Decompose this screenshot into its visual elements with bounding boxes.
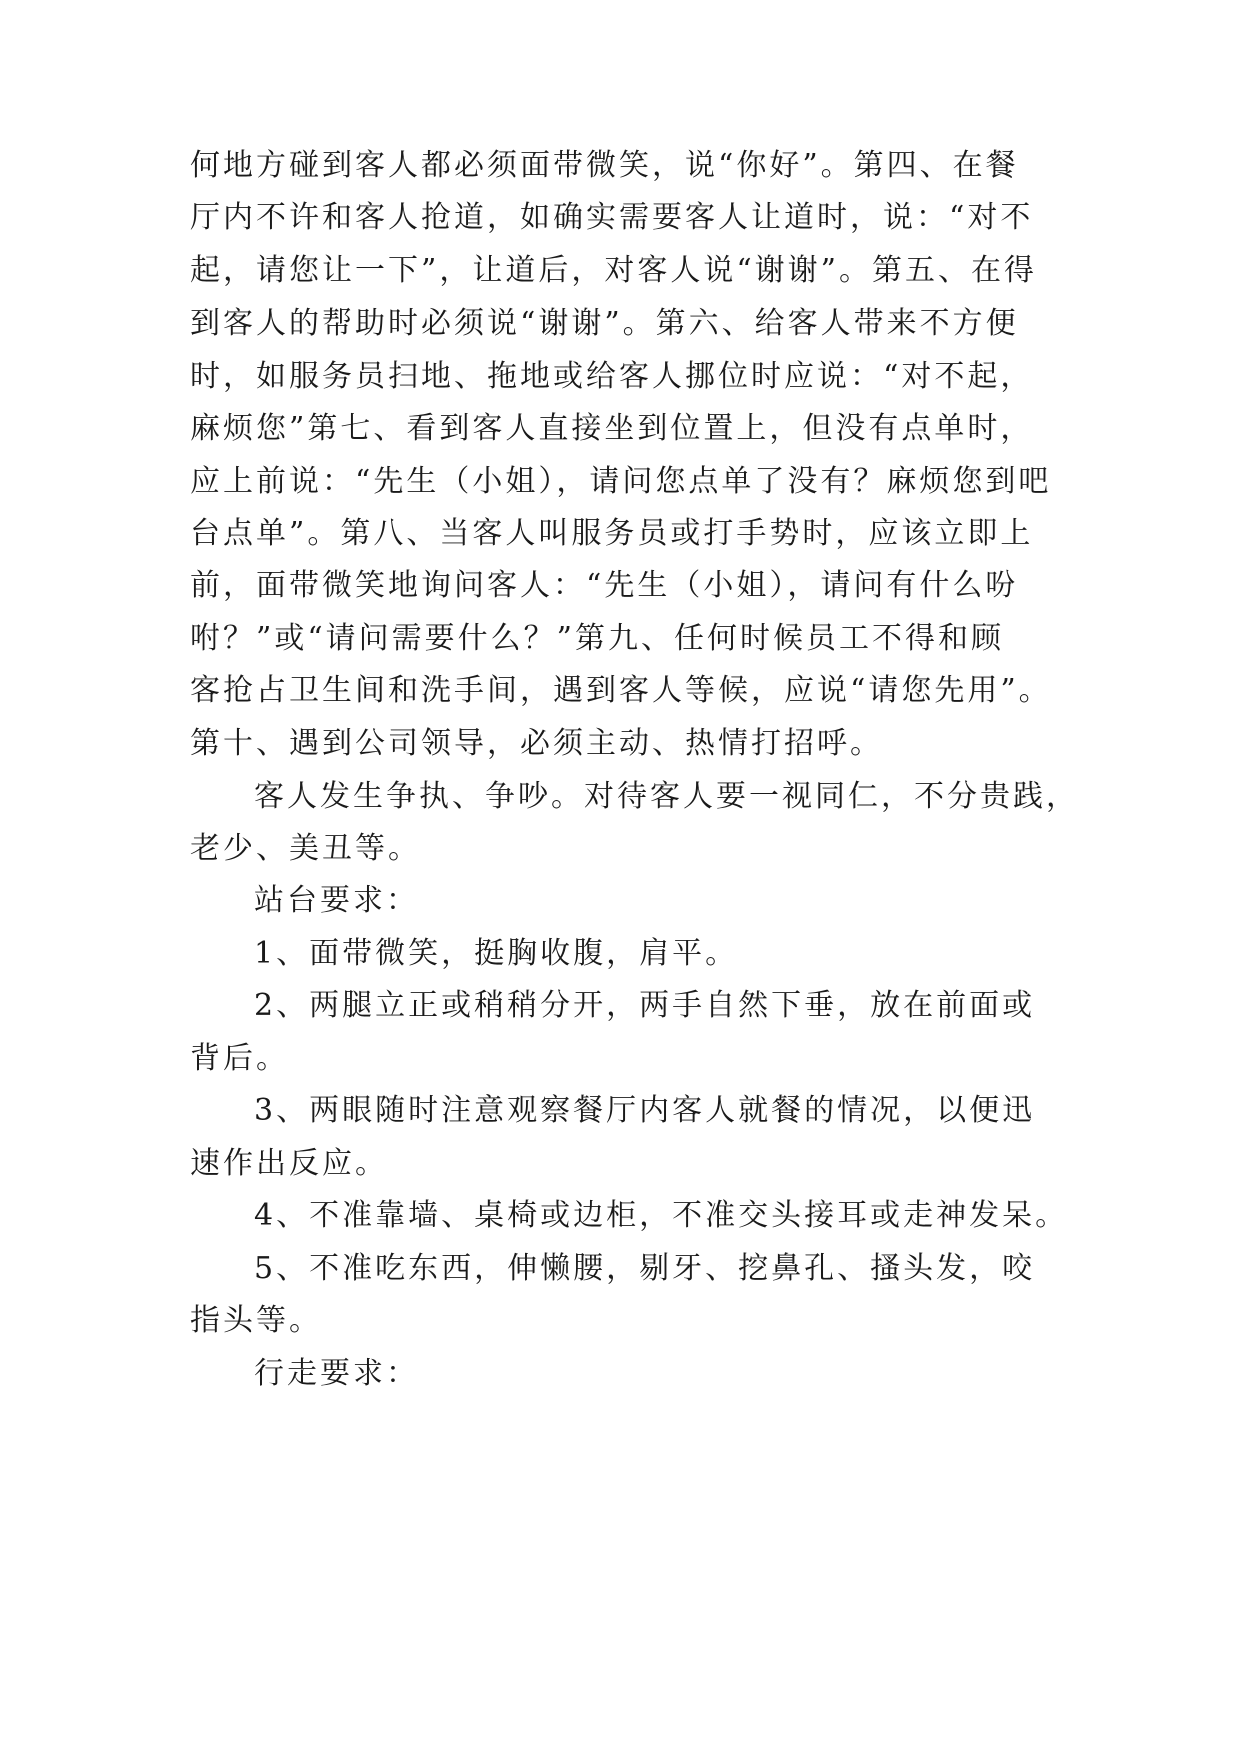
text-line: 速作出反应。: [190, 1146, 388, 1181]
text-line: 第十、遇到公司领导，必须主动、热情打招呼。: [190, 726, 883, 761]
text-line: 何地方碰到客人都必须面带微笑，说“你好”。第四、在餐: [190, 148, 1019, 183]
text-line: 时，如服务员扫地、拖地或给客人挪位时应说：“对不起，: [190, 359, 1034, 394]
list-item: 3、两眼随时注意观察餐厅内客人就餐的情况，以便迅: [254, 1093, 1036, 1128]
section-heading: 站台要求：: [254, 883, 419, 918]
text-line: 前，面带微笑地询问客人：“先生（小姐），请问有什么吩: [190, 568, 1019, 603]
text-line: 客抢占卫生间和洗手间，遇到客人等候，应说“请您先用”。: [190, 673, 1052, 708]
text-line: 起，请您让一下”，让道后，对客人说“谢谢”。第五、在得: [190, 253, 1038, 288]
text-line: 麻烦您”第七、看到客人直接坐到位置上，但没有点单时，: [190, 411, 1034, 446]
list-item: 1、面带微笑，挺胸收腹，肩平。: [254, 936, 739, 971]
text-line: 厅内不许和客人抢道，如确实需要客人让道时，说：“对不: [190, 200, 1034, 235]
text-line: 背后。: [190, 1041, 289, 1076]
text-line: 指头等。: [190, 1303, 322, 1338]
section-heading: 行走要求：: [254, 1356, 419, 1391]
text-line: 应上前说：“先生（小姐），请问您点单了没有？麻烦您到吧: [190, 464, 1052, 499]
list-item: 4、不准靠墙、桌椅或边柜，不准交头接耳或走神发呆。: [254, 1198, 1069, 1233]
text-line: 台点单”。第八、当客人叫服务员或打手势时，应该立即上: [190, 516, 1034, 551]
text-line: 老少、美丑等。: [190, 831, 421, 866]
paragraph-first-line: 客人发生争执、争吵。对待客人要一视同仁，不分贵践，: [254, 779, 1079, 814]
list-item: 2、两腿立正或稍稍分开，两手自然下垂，放在前面或: [254, 988, 1036, 1023]
text-line: 咐？”或“请问需要什么？”第九、任何时候员工不得和顾: [190, 621, 1005, 656]
list-item: 5、不准吃东西，伸懒腰，剔牙、挖鼻孔、搔头发，咬: [254, 1251, 1036, 1286]
text-line: 到客人的帮助时必须说“谢谢”。第六、给客人带来不方便: [190, 306, 1019, 341]
